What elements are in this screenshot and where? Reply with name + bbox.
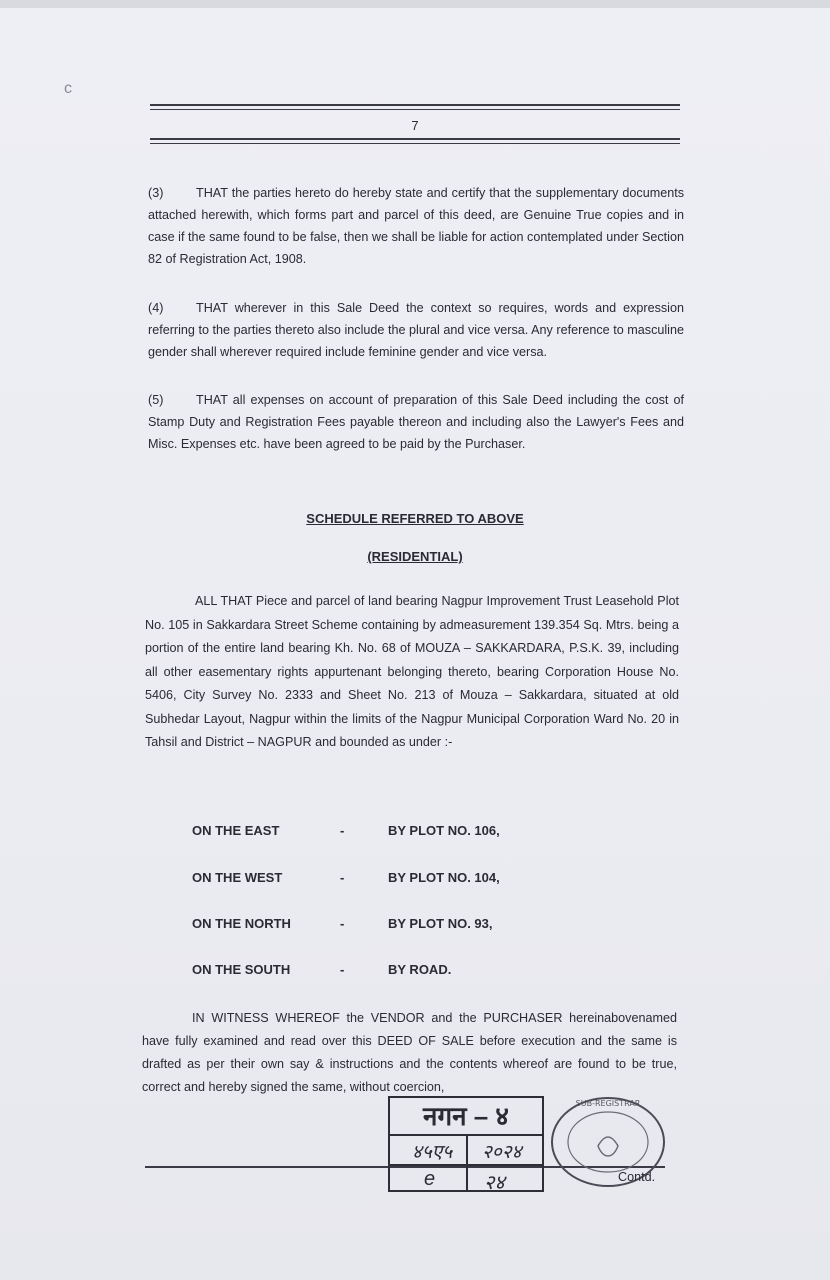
boundary-value: BY PLOT NO. 106, (388, 823, 500, 838)
boundary-dash: - (340, 823, 345, 838)
header-rule-top-thin (150, 109, 680, 110)
boundary-direction: ON THE WEST (192, 870, 283, 885)
clause-5 (148, 389, 684, 455)
continued-label: Contd. (618, 1170, 656, 1184)
registration-stamp (388, 1096, 544, 1192)
clause-3 (148, 182, 684, 270)
clause-text: THAT all expenses on account of preparation of this Sale Deed including the cost of Stamp Duty and Registration Fees payable thereon and including also the Lawyer's Fees and Misc. Expenses etc. have been agreed to be paid by the Purchaser. (148, 393, 684, 451)
boundary-dash: - (340, 916, 345, 931)
schedule-heading: SCHEDULE REFERRED TO ABOVE (306, 511, 524, 526)
schedule-subheading: (RESIDENTIAL) (367, 549, 463, 564)
margin-mark: c (64, 80, 72, 97)
stamp-document-number: ४५ए५ (412, 1142, 453, 1163)
schedule-description: ALL THAT Piece and parcel of land bearing Nagpur Improvement Trust Leasehold Plot No. 105 in Sakkardara Street Scheme containing by admeasurement 139.354 Sq. Mtrs. being a portion of the entire land bearing Kh. No. 68 of MOUZA – SAKKARDARA, P.S.K. 39, including all other easementary rights appurtenant belonging thereto, bearing Corporation House No. 5406, City Survey No. 2333 and Sheet No. 213 of Mouza – Sakkardara, situated at old Subhedar Layout, Nagpur within the limits of the Nagpur Municipal Corporation Ward No. 20 in Tahsil and District – NAGPUR and bounded as under :- (145, 594, 679, 749)
page-number: 7 (411, 118, 419, 133)
boundary-direction: ON THE NORTH (192, 916, 291, 931)
header-rule-bottom (150, 138, 680, 140)
clause-number: (5) (148, 393, 164, 407)
clause-number: (3) (148, 186, 164, 200)
stamp-office-code: नगन – ४ (390, 1098, 542, 1136)
stamp-page-handwritten: e (424, 1168, 436, 1190)
clause-number: (4) (148, 301, 164, 315)
header-rule-top (150, 104, 680, 106)
boundary-value: BY ROAD. (388, 962, 452, 977)
clause-text: THAT wherever in this Sale Deed the context so requires, words and expression referring to the parties thereto also include the plural and vice versa. Any reference to masculine gender shall wherever required include feminine gender and vice versa. (148, 301, 684, 359)
boundary-direction: ON THE SOUTH (192, 962, 291, 977)
boundary-dash: - (340, 962, 345, 977)
header-rule-bottom-thin (150, 143, 680, 144)
seal-text: SUB-REGISTRAR (575, 1099, 641, 1108)
page-top-edge (0, 0, 830, 8)
boundary-dash: - (340, 870, 345, 885)
sub-registrar-seal-icon (546, 1090, 676, 1190)
boundary-value: BY PLOT NO. 93, (388, 916, 493, 931)
boundary-direction: ON THE EAST (192, 823, 280, 838)
clause-text: THAT the parties hereto do hereby state and certify that the supplementary documents attached herewith, which forms part and parcel of this deed, are Genuine True copies and in case if the same found to be false, then we shall be liable for action contemplated under Section 82 of Registration Act, 1908. (148, 186, 684, 266)
stamp-divider (466, 1136, 468, 1190)
witness-paragraph: IN WITNESS WHEREOF the VENDOR and the PURCHASER hereinabovenamed have fully examined and read over this DEED OF SALE before execution and the same is drafted as per their own say & instructions and the contents whereof are found to be true, correct and hereby signed the same, without coercion, (142, 1011, 677, 1094)
stamp-total-pages: २४ (484, 1172, 505, 1194)
boundary-value: BY PLOT NO. 104, (388, 870, 500, 885)
clause-4 (148, 297, 684, 363)
stamp-year: २०२४ (482, 1142, 522, 1163)
